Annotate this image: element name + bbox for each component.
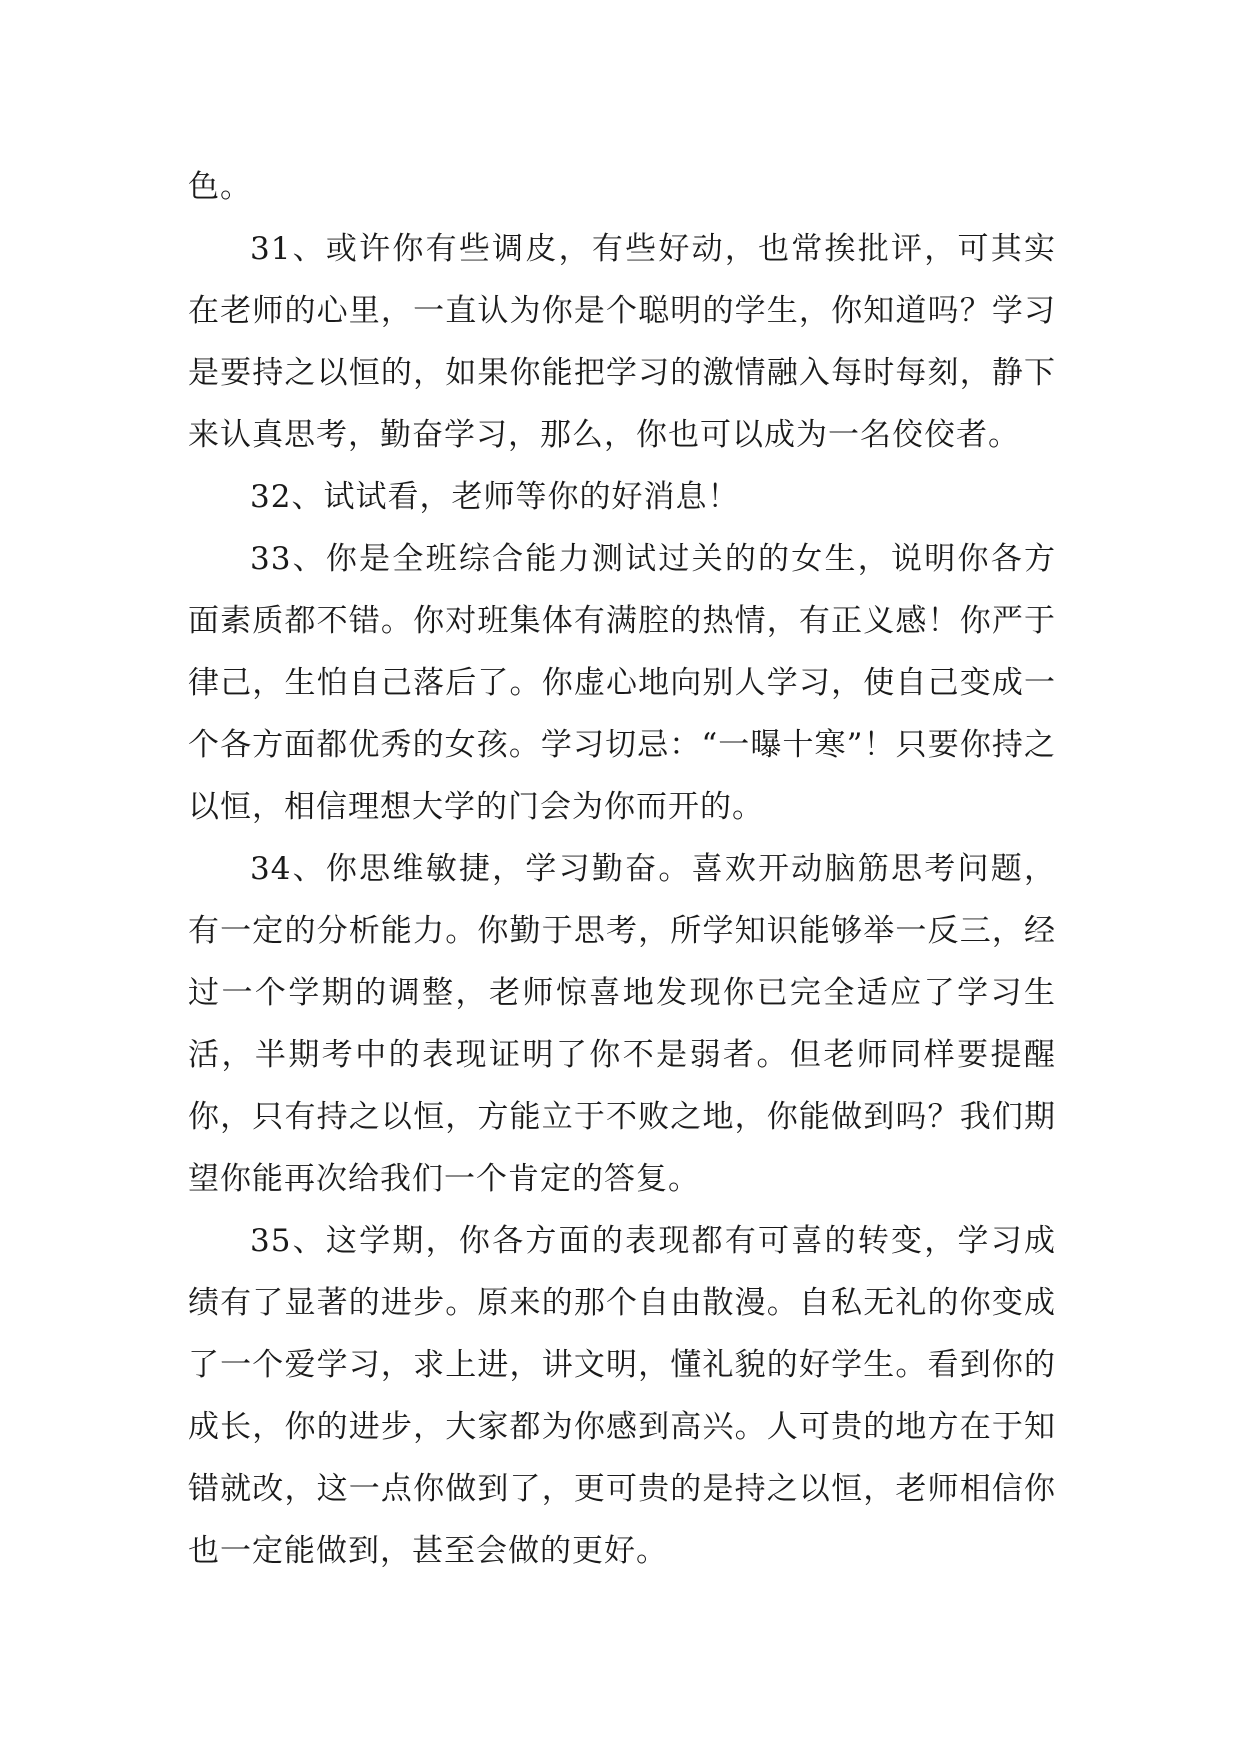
paragraph-31: 31、或许你有些调皮，有些好动，也常挨批评，可其实在老师的心里，一直认为你是个聪明的学生，你知道吗？学习是要持之以恒的，如果你能把学习的激情融入每时每刻，静下来认真思考，勤奋学习，那么，你也可以成为一名佼佼者。 <box>188 231 1056 453</box>
paragraph-35: 35、这学期，你各方面的表现都有可喜的转变，学习成绩有了显著的进步。原来的那个自由散漫。自私无礼的你变成了一个爱学习，求上进，讲文明，懂礼貌的好学生。看到你的成长，你的进步，大家都为你感到高兴。人可贵的地方在于知错就改，这一点你做到了，更可贵的是持之以恒，老师相信你也一定能做到，甚至会做的更好。 <box>188 1223 1056 1569</box>
paragraph-34: 34、你思维敏捷，学习勤奋。喜欢开动脑筋思考问题，有一定的分析能力。你勤于思考，所学知识能够举一反三，经过一个学期的调整，老师惊喜地发现你已完全适应了学习生活，半期考中的表现证明了你不是弱者。但老师同样要提醒你，只有持之以恒，方能立于不败之地，你能做到吗？我们期望你能再次给我们一个肯定的答复。 <box>188 851 1056 1197</box>
paragraph-32: 32、试试看，老师等你的好消息！ <box>250 479 740 515</box>
paragraph-continuation: 色。 <box>188 169 252 205</box>
paragraph-33: 33、你是全班综合能力测试过关的的女生，说明你各方面素质都不错。你对班集体有满腔的热情，有正义感！你严于律己，生怕自己落后了。你虚心地向别人学习，使自己变成一个各方面都优秀的女孩。学习切忌：“一曝十寒”！只要你持之以恒，相信理想大学的门会为你而开的。 <box>188 541 1056 825</box>
document-body <box>188 156 1056 1582</box>
